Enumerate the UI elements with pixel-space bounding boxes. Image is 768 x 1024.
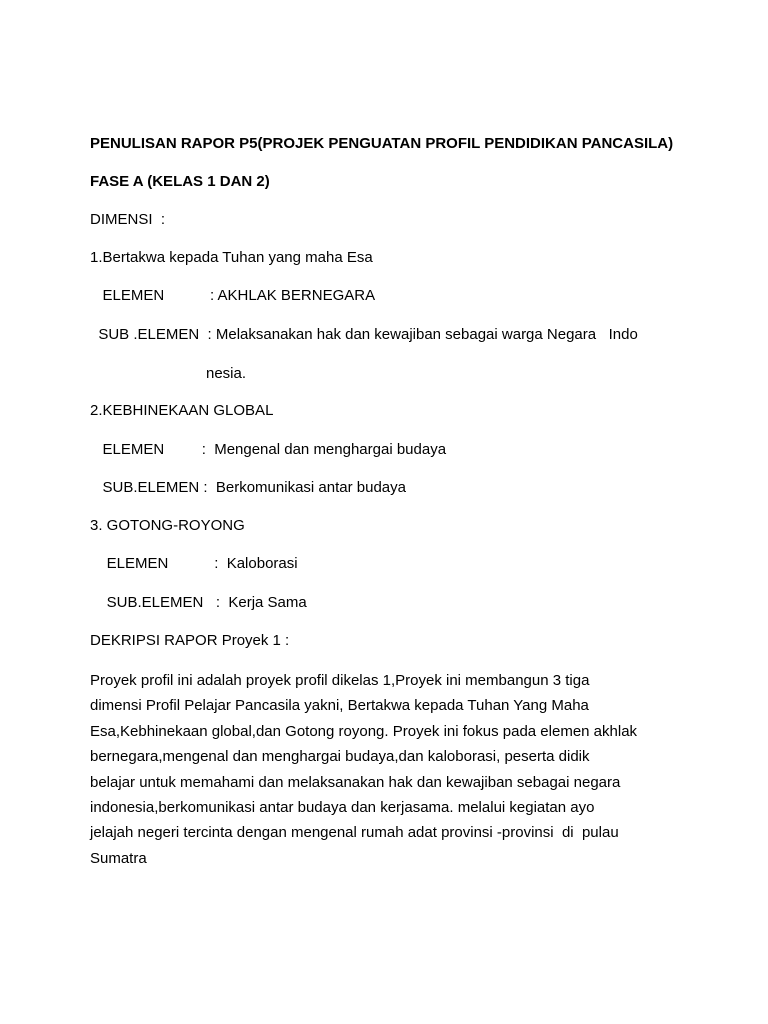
dimension-2-sub-elemen: SUB.ELEMEN : Berkomunikasi antar budaya xyxy=(90,479,406,496)
dimension-3-heading: 3. GOTONG-ROYONG xyxy=(90,517,245,534)
deskripsi-line: jelajah negeri tercinta dengan mengenal rumah adat provinsi -provinsi di pulau xyxy=(90,824,619,842)
deskripsi-paragraph xyxy=(90,668,690,871)
deskripsi-line: Sumatra xyxy=(90,849,147,867)
dimension-1-sub-elemen-continued: nesia. xyxy=(206,365,247,382)
phase-heading: FASE A (KELAS 1 DAN 2) xyxy=(90,173,270,190)
deskripsi-label: DEKRIPSI RAPOR Proyek 1 : xyxy=(90,632,290,649)
dimension-1-heading: 1.Bertakwa kepada Tuhan yang maha Esa xyxy=(90,249,373,266)
dimension-3-sub-elemen: SUB.ELEMEN : Kerja Sama xyxy=(90,594,307,611)
dimension-2-elemen: ELEMEN : Mengenal dan menghargai budaya xyxy=(90,441,447,458)
document-title: PENULISAN RAPOR P5(PROJEK PENGUATAN PROFIL PENDIDIKAN PANCASILA) xyxy=(90,135,674,152)
deskripsi-line: Proyek profil ini adalah proyek profil dikelas 1,Proyek ini membangun 3 tiga xyxy=(90,672,590,689)
dimensi-label: DIMENSI : xyxy=(90,211,166,228)
deskripsi-line: bernegara,mengenal dan menghargai budaya,dan kaloborasi, peserta didik xyxy=(90,748,590,766)
dimension-1-sub-elemen: SUB .ELEMEN : Melaksanakan hak dan kewajiban sebagai warga Negara Indo xyxy=(90,326,638,343)
deskripsi-line: dimensi Profil Pelajar Pancasila yakni, Bertakwa kepada Tuhan Yang Maha xyxy=(90,697,589,715)
deskripsi-line: indonesia,berkomunikasi antar budaya dan kerjasama. melalui kegiatan ayo xyxy=(90,799,595,817)
dimension-1-elemen: ELEMEN : AKHLAK BERNEGARA xyxy=(90,287,376,304)
deskripsi-line: Esa,Kebhinekaan global,dan Gotong royong. Proyek ini fokus pada elemen akhlak xyxy=(90,722,638,740)
dimension-3-elemen: ELEMEN : Kaloborasi xyxy=(90,555,298,572)
dimension-2-heading: 2.KEBHINEKAAN GLOBAL xyxy=(90,402,274,419)
deskripsi-line: belajar untuk memahami dan melaksanakan hak dan kewajiban sebagai negara xyxy=(90,773,621,791)
